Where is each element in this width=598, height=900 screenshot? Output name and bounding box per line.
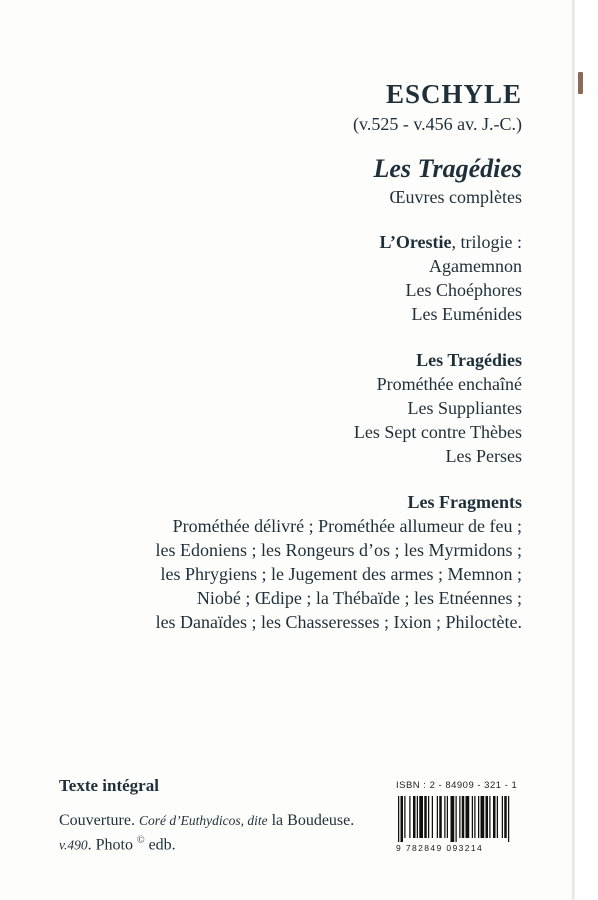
barcode-bar bbox=[439, 796, 442, 838]
caption-photo: . Photo bbox=[87, 836, 137, 854]
barcode-bar bbox=[502, 796, 503, 838]
caption-date: v.490 bbox=[59, 837, 88, 853]
barcode-bars bbox=[396, 796, 554, 842]
fragments-section bbox=[42, 490, 522, 634]
tragedies-heading bbox=[42, 348, 522, 372]
caption-prefix: Couverture. bbox=[59, 812, 139, 829]
list-item: Prométhée enchaîné bbox=[376, 374, 522, 394]
barcode-bar bbox=[413, 796, 416, 838]
fragment-line: les Phrygiens ; le Jugement des armes ; Memnon ; bbox=[160, 564, 522, 584]
caption-italic: Coré d’Euthydicos, dite bbox=[138, 813, 268, 828]
barcode-bar bbox=[478, 796, 479, 838]
list-item: Les Suppliantes bbox=[407, 398, 522, 418]
credits-block bbox=[59, 775, 379, 855]
barcode-bar bbox=[493, 796, 496, 838]
orestie-heading-rest: , trilogie : bbox=[451, 232, 522, 252]
barcode-bar bbox=[486, 796, 489, 838]
author-dates: (v.525 - v.456 av. J.-C.) bbox=[353, 114, 522, 134]
isbn-block bbox=[396, 780, 556, 853]
barcode-bar bbox=[456, 796, 457, 842]
full-text-label: Texte intégral bbox=[59, 776, 159, 795]
book-title: Les Tragédies bbox=[373, 154, 522, 183]
barcode-bar bbox=[459, 796, 460, 838]
barcode-bar bbox=[481, 796, 485, 838]
barcode-bar bbox=[419, 796, 423, 838]
barcode-bar bbox=[451, 796, 455, 842]
fragment-line: les Danaïdes ; les Chasseresses ; Ixion ; Philoctète. bbox=[155, 612, 522, 632]
barcode-bar bbox=[424, 796, 427, 838]
book-subtitle: Œuvres complètes bbox=[389, 187, 522, 207]
contents-column bbox=[42, 78, 522, 634]
fragment-line: les Edoniens ; les Rongeurs d’os ; les Myrmidons ; bbox=[155, 540, 522, 560]
cover-caption bbox=[59, 811, 379, 855]
barcode bbox=[396, 796, 554, 853]
barcode-bar bbox=[447, 796, 448, 838]
orestie-section bbox=[42, 230, 522, 326]
list-item: Les Choéphores bbox=[405, 280, 522, 300]
barcode-bar bbox=[428, 796, 429, 838]
tragedies-section bbox=[42, 348, 522, 468]
orestie-heading-bold: L’Orestie bbox=[379, 232, 452, 252]
barcode-bar bbox=[401, 796, 404, 842]
barcode-bar bbox=[497, 796, 498, 838]
barcode-digits: 9 782849 093214 bbox=[396, 843, 484, 853]
isbn-text: ISBN : 2 - 84909 - 321 - 1 bbox=[396, 780, 518, 791]
barcode-bar bbox=[489, 796, 490, 838]
fragments-heading bbox=[42, 490, 522, 514]
fragment-line: Prométhée délivré ; Prométhée allumeur de feu ; bbox=[172, 516, 522, 536]
copyright-symbol: © bbox=[136, 835, 145, 846]
barcode-bar bbox=[409, 796, 410, 838]
spine-edge bbox=[572, 0, 575, 900]
barcode-bar bbox=[444, 796, 445, 838]
barcode-bar bbox=[474, 796, 475, 838]
orestie-heading bbox=[42, 230, 522, 254]
barcode-bar bbox=[472, 796, 473, 838]
barcode-bar bbox=[398, 796, 399, 842]
tragedies-heading-text: Les Tragédies bbox=[416, 350, 522, 370]
fragments-heading-text: Les Fragments bbox=[407, 492, 522, 512]
list-item: Les Perses bbox=[445, 446, 522, 466]
barcode-bar bbox=[432, 796, 433, 838]
barcode-bar bbox=[504, 796, 507, 838]
list-item: Les Euménides bbox=[411, 304, 522, 324]
caption-mid: la Boudeuse. bbox=[267, 812, 355, 829]
barcode-bar bbox=[437, 796, 438, 838]
barcode-bar bbox=[462, 796, 465, 838]
caption-end: edb. bbox=[144, 836, 176, 854]
author-name: ESCHYLE bbox=[385, 79, 522, 109]
edge-mark bbox=[578, 72, 583, 94]
barcode-bar bbox=[404, 796, 405, 838]
barcode-bar bbox=[466, 796, 470, 838]
list-item: Les Sept contre Thèbes bbox=[353, 422, 522, 442]
barcode-bar bbox=[417, 796, 418, 838]
list-item: Agamemnon bbox=[429, 256, 522, 276]
fragment-line: Niobé ; Œdipe ; la Thébaïde ; les Etnéennes ; bbox=[196, 588, 522, 608]
barcode-bar bbox=[508, 796, 509, 842]
